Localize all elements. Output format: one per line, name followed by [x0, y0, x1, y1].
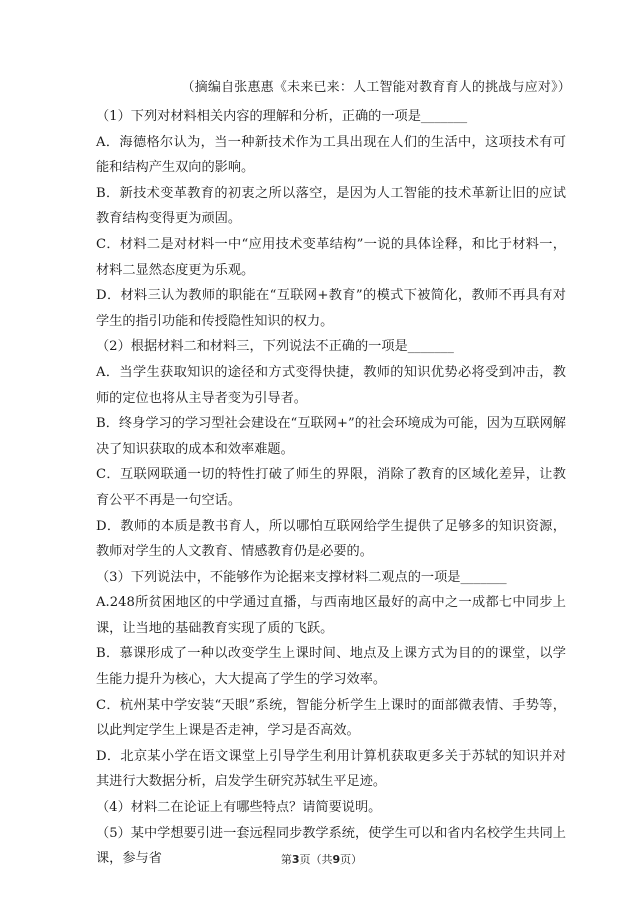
question-1-option-a: A．海德格尔认为，当一种新技术作为工具出现在人们的生活中，这项技术有可能和结构产生双向的影响。: [96, 134, 566, 176]
question-1-option-c: C．材料二是对材料一中“应用技术变革结构”一说的具体诠释，和比于材料一，材料二显然态度更为乐观。: [96, 236, 566, 278]
question-2-option-b: B．终身学习的学习型社会建设在“互联网+”的社会环境成为可能，因为互联网解决了知识获取的成本和效率难题。: [96, 416, 566, 457]
question-3-option-b: B．慕课形成了一种以改变学生上课时间、地点及上课方式为目的的课堂，以学生能力提升为核心，大大提高了学生的学习效率。: [96, 646, 566, 688]
page-footer: [0, 851, 643, 867]
question-2-option-a: A．当学生获取知识的途径和方式变得快捷，教师的知识优势必将受到冲击，教师的定位也将从主导者变为引导者。: [96, 364, 566, 406]
footer-mid: 页（共: [299, 853, 333, 866]
question-1-option-d: D．材料三认为教师的职能在“互联网+教育”的模式下被简化，教师不再具有对学生的指引功能和传授隐性知识的权力。: [96, 288, 566, 329]
question-3-option-d: D．北京某小学在语文课堂上引导学生利用计算机获取更多关于苏轼的知识并对其进行大数据分析，启发学生研究苏轼生平足迹。: [96, 748, 566, 790]
question-1-stem: （1）下列对材料相关内容的理解和分析，正确的一项是_______: [96, 109, 468, 124]
question-3-option-a: A.248所贫困地区的中学通过直播，与西南地区最好的高中之一成都七中同步上课，让当地的基础教育实现了质的飞跃。: [96, 595, 566, 636]
question-2-stem: （2）根据材料二和材料三，下列说法不正确的一项是_______: [96, 339, 454, 355]
question-2-option-d: D．教师的本质是教书育人，所以哪怕互联网给学生提供了足够多的知识资源，教师对学生的人文教育、情感教育仍是必要的。: [96, 518, 566, 560]
footer-prefix: 第: [280, 853, 292, 866]
question-3-stem: （3）下列说法中，不能够作为论据来支撑材料二观点的一项是_______: [96, 569, 507, 585]
question-3-option-c: C．杭州某中学安装“天眼”系统，智能分析学生上课时的面部微表情、手势等，以此判定学生上课是否走神，学习是否高效。: [96, 697, 566, 739]
source-citation: （摘编自张惠惠《未来已来：人工智能对教育育人的挑战与应对》）: [181, 80, 571, 95]
footer-suffix: 页）: [340, 853, 363, 866]
question-5-stem: （5）某中学想要引进一套远程同步教学系统，使学生可以和省内名校学生共同上课，参与省: [96, 825, 566, 867]
question-1-option-b: B．新技术变革教育的初衷之所以落空，是因为人工智能的技术革新让旧的应试教育结构变得更为顽固。: [96, 185, 566, 227]
page-number: 3: [291, 853, 300, 866]
question-content: [96, 104, 566, 872]
question-2-option-c: C．互联网联通一切的特性打破了师生的界限，消除了教育的区域化差异，让教育公平不再是一句空话。: [96, 467, 566, 508]
page-total: 9: [332, 853, 341, 866]
question-4-stem: （4）材料二在论证上有哪些特点？请简要说明。: [96, 800, 382, 816]
